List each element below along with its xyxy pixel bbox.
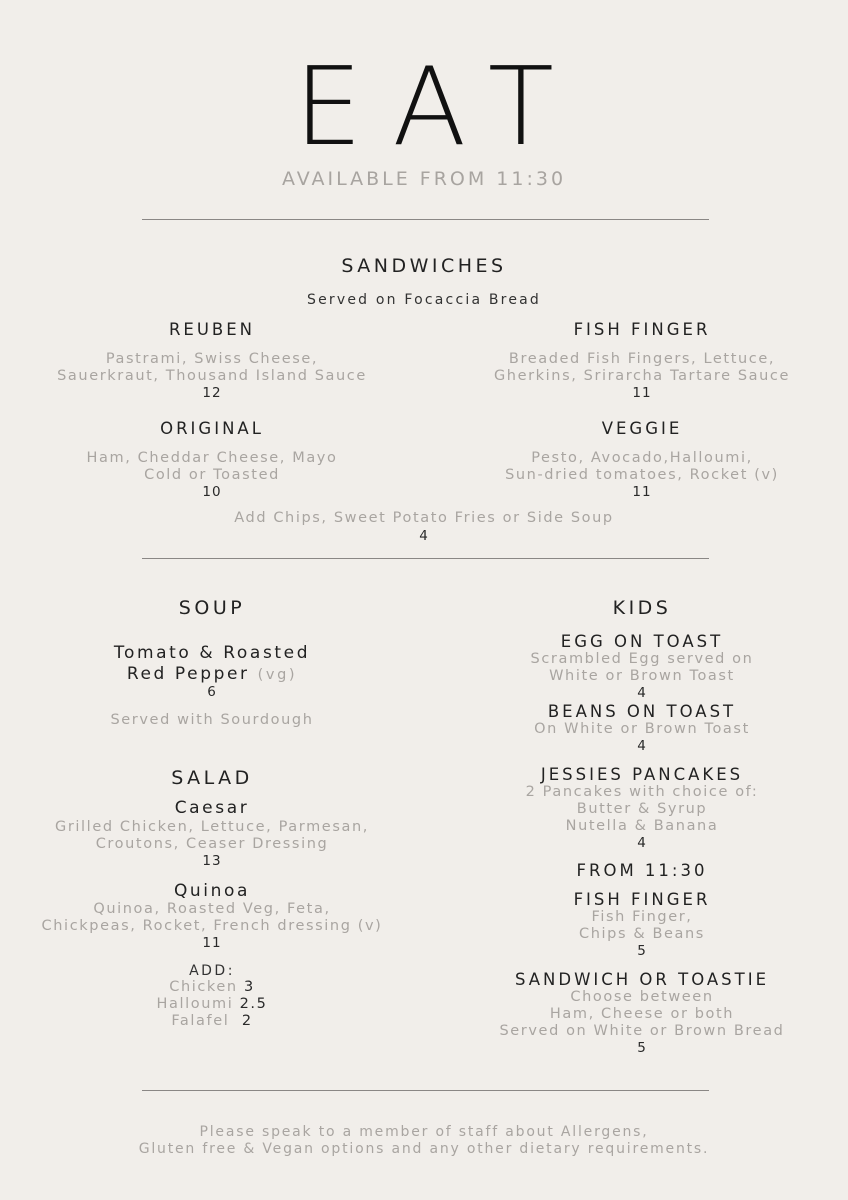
item-price: 11	[632, 484, 652, 500]
sandwiches-note: Served on Focaccia Bread	[306, 292, 542, 308]
kids-item-name: BEANS ON TOAST	[547, 702, 737, 721]
divider-middle	[142, 558, 709, 559]
soup-tag: (vg)	[257, 667, 298, 683]
kids-from-label: FROM 11:30	[576, 861, 708, 880]
item-desc: Breaded Fish Fingers, Lettuce,	[508, 351, 776, 367]
salad-add-item	[16, 1013, 408, 1030]
menu-item	[440, 320, 844, 402]
sandwiches-addon-price: 4	[419, 528, 429, 544]
footer-line: Please speak to a member of staff about Allergens,	[199, 1124, 649, 1140]
salad-section	[16, 767, 408, 1030]
kids-item-desc: On White or Brown Toast	[534, 721, 750, 737]
salad-desc: Grilled Chicken, Lettuce, Parmesan,	[55, 819, 369, 835]
item-name: FISH FINGER	[573, 320, 711, 339]
salad-desc: Croutons, Ceaser Dressing	[95, 836, 329, 852]
kids-item-desc: Nutella & Banana	[565, 818, 719, 834]
add-item-name: Halloumi	[156, 996, 234, 1012]
salad-heading: SALAD	[171, 767, 253, 789]
divider-top	[142, 219, 709, 220]
item-desc: Sauerkraut, Thousand Island Sauce	[57, 368, 367, 384]
kids-section	[440, 597, 844, 1057]
kids-item-desc: Ham, Cheese or both	[549, 1006, 735, 1022]
soup-price: 6	[207, 684, 217, 700]
kids-item-desc: Scrambled Egg served on	[530, 651, 754, 667]
item-name: ORIGINAL	[160, 419, 264, 438]
salad-price: 11	[202, 935, 222, 951]
item-price: 12	[202, 385, 222, 401]
kids-item-desc: White or Brown Toast	[549, 668, 735, 684]
soup-name	[16, 664, 408, 684]
menu-item	[440, 419, 844, 501]
kids-item-price: 4	[637, 835, 647, 851]
salad-price: 13	[202, 853, 222, 869]
item-desc: Sun-dried tomatoes, Rocket (v)	[505, 467, 779, 483]
sandwiches-heading: SANDWICHES	[341, 255, 507, 277]
item-desc: Gherkins, Srirarcha Tartare Sauce	[493, 368, 791, 384]
add-item-name: Chicken	[169, 979, 238, 995]
kids-item-name: EGG ON TOAST	[560, 632, 724, 651]
kids-item-desc: Fish Finger,	[591, 909, 693, 925]
kids-item-desc: Chips & Beans	[579, 926, 705, 942]
kids-item-desc: Butter & Syrup	[576, 801, 708, 817]
salad-name: Quinoa	[173, 881, 251, 901]
soup-note: Served with Sourdough	[110, 712, 314, 728]
item-desc: Ham, Cheddar Cheese, Mayo	[86, 450, 338, 466]
salad-add-item	[16, 979, 408, 996]
soup-section	[16, 597, 408, 729]
soup-heading: SOUP	[178, 597, 246, 619]
sandwiches-addon: Add Chips, Sweet Potato Fries or Side Soup	[234, 510, 614, 526]
add-item-price: 2.5	[239, 996, 268, 1012]
salad-add-heading: ADD:	[189, 963, 235, 979]
item-price: 11	[632, 385, 652, 401]
item-price: 10	[202, 484, 222, 500]
kids-item-price: 5	[637, 1040, 647, 1056]
menu-item	[16, 320, 408, 402]
availability-subtitle: AVAILABLE FROM 11:30	[281, 168, 567, 190]
salad-desc: Quinoa, Roasted Veg, Feta,	[93, 901, 331, 917]
kids-item-name: SANDWICH OR TOASTIE	[514, 970, 770, 989]
allergen-footer	[0, 1124, 848, 1158]
item-desc: Cold or Toasted	[144, 467, 280, 483]
kids-item-price: 4	[637, 738, 647, 754]
item-desc: Pastrami, Swiss Cheese,	[105, 351, 319, 367]
kids-heading: KIDS	[612, 597, 672, 619]
item-name: REUBEN	[168, 320, 256, 339]
salad-add-item	[16, 996, 408, 1013]
salad-name: Caesar	[174, 798, 250, 818]
footer-line: Gluten free & Vegan options and any other dietary requirements.	[138, 1141, 710, 1157]
salad-desc: Chickpeas, Rocket, French dressing (v)	[41, 918, 383, 934]
kids-item-desc: Choose between	[570, 989, 714, 1005]
menu-item	[16, 419, 408, 501]
item-name: VEGGIE	[601, 419, 683, 438]
item-desc: Pesto, Avocado,Halloumi,	[531, 450, 753, 466]
soup-name-line2: Red Pepper	[126, 664, 250, 684]
kids-item-desc: 2 Pancakes with choice of:	[525, 784, 759, 800]
kids-item-price: 4	[637, 685, 647, 701]
kids-item-name: JESSIES PANCAKES	[540, 765, 744, 784]
kids-item-desc: Served on White or Brown Bread	[499, 1023, 785, 1039]
page-title: EAT	[294, 45, 584, 170]
soup-name: Tomato & Roasted	[113, 643, 311, 663]
kids-item-price: 5	[637, 943, 647, 959]
add-item-price: 2	[241, 1013, 253, 1029]
add-item-name: Falafel	[171, 1013, 230, 1029]
divider-bottom	[142, 1090, 709, 1091]
add-item-price: 3	[243, 979, 255, 995]
kids-item-name: FISH FINGER	[573, 890, 711, 909]
